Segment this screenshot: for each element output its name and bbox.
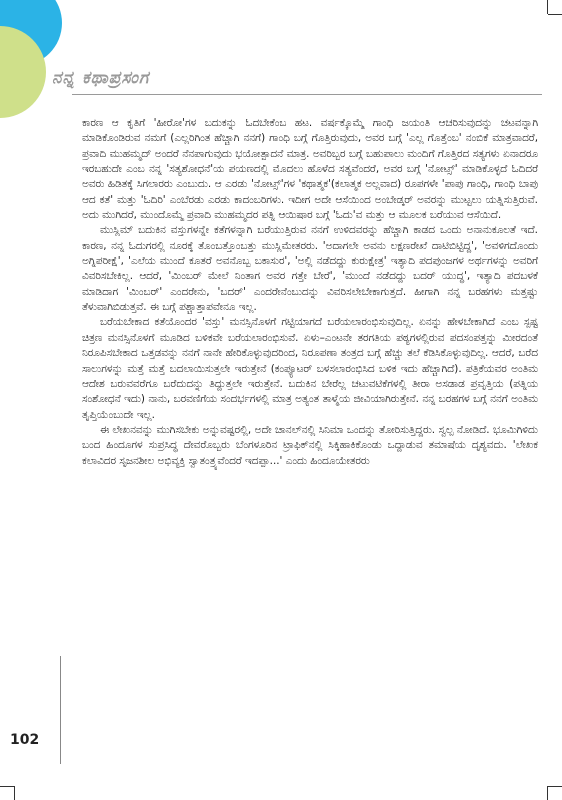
- paragraph-2: ಮುಸ್ಲಿಮ್ ಬದುಕಿನ ವಸ್ತುಗಳನ್ನೇ ಕತೆಗಳನ್ನಾಗಿ ಬರೆಯುತ್ತಿರುವ ನನಗೆ ಉಳಿದವರನ್ನು ಹೆಚ್ಚಾಗಿ ಕಾಡದ ಒಂದು ಅನಾನುಕೂಲತೆ ಇದೆ. ಕಾರಣ, ನನ್ನ ಓದುಗರಲ್ಲಿ ನೂರಕ್ಕೆ ತೊಂಬತ್ತೊಂಬತ್ತು ಮುಸ್ಲಿಮೇತರರು. 'ಅದಾಗಲೇ ಅವನು ಲಕ್ಷಣರೇಖೆ ದಾಟಿಬಿಟ್ಟಿದ್ದ', 'ಅವಳಿಗದೊಂದು ಅಗ್ನಿಪರೀಕ್ಷೆ', 'ಎಲೆಯ ಮುಂದೆ ಕೂತರೆ ಅವನೊಬ್ಬ ಬಕಾಸುರ', 'ಅಲ್ಲಿ ನಡೆದದ್ದು ಕುರುಕ್ಷೇತ್ರ' ಇತ್ಯಾದಿ ಪದಪುಂಜಗಳ ಅರ್ಥಗಳನ್ನು ಅವರಿಗೆ ವಿವರಿಸಬೇಕಿಲ್ಲ. ಆದರೆ, 'ಮಿಂಬರ್ ಮೇಲೆ ನಿಂತಾಗ ಅವರ ಗತ್ತೇ ಬೇರೆ', 'ಮುಂದೆ ನಡೆದದ್ದು ಬದರ್ ಯುದ್ಧ', ಇತ್ಯಾದಿ ಪದಬಳಕೆ ಮಾಡಿದಾಗ 'ಮಿಂಬರ್' ಎಂದರೇನು, 'ಬದರ್' ಎಂದರೇನೆಂಬುದನ್ನು ವಿವರಿಸಲೇಬೇಕಾಗುತ್ತದೆ. ಹೀಗಾಗಿ ನನ್ನ ಬರಹಗಳು ಮತ್ತಷ್ಟು ತೆಳುವಾಗಿಬಿಡುತ್ತವೆ. ಈ ಬಗ್ಗೆ ಪಶ್ಚಾತ್ತಾಪವೇನೂ ಇಲ್ಲ.: [82, 224, 538, 314]
- paragraph-4: ಈ ಲೇಖನವನ್ನು ಮುಗಿಸಬೇಕು ಅನ್ನುವಷ್ಟರಲ್ಲಿ, ಅದೇ ಚಾನಲ್‌ನಲ್ಲಿ ಸಿನಿಮಾ ಒಂದನ್ನು ತೋರಿಸುತ್ತಿದ್ದರು. ಸ್ವಲ್ಪ ನೋಡಿದೆ. ಭೂಮಿಗಿಳಿದು ಬಂದ ಹಿಂದೂಗಳ ಸುಪ್ರಸಿದ್ಧ ದೇವರೊಬ್ಬರು ಬೆಂಗಳೂರಿನ ಟ್ರಾಫಿಕ್‌ನಲ್ಲಿ ಸಿಕ್ಕಿಹಾಕಿಕೊಂಡು ಒದ್ದಾಡುವ ತಮಾಷೆಯ ದೃಶ್ಯವದು. 'ಲೇಖಕ ಕಲಾವಿದರ ಸೃಜನಶೀಲ ಅಭಿವ್ಯಕ್ತಿ ಸ್ವಾತಂತ್ರ್ಯವೆಂದರೆ ಇದಪ್ಪಾ...' ಎಂದು ಹಿಂದೂಯೇತರರು: [82, 423, 538, 467]
- paragraph-1: ಕಾರಣ ಆ ಕೃತಿಗೆ 'ಹೀರೋ'ಗಳ ಬದುಕನ್ನು ಓದಬೇಕೆಂಬ ಹಟ. ವರ್ಷಕ್ಕೊಮ್ಮೆ ಗಾಂಧಿ ಜಯಂತಿ ಆಚರಿಸುವುದನ್ನು ಚಟವನ್ನಾಗಿ ಮಾಡಿಕೊಂಡಿರುವ ನಮಗೆ (ಎಲ್ಲರಿಗಿಂತ ಹೆಚ್ಚಾಗಿ ನನಗೆ) ಗಾಂಧಿ ಬಗ್ಗೆ ಗೊತ್ತಿರುವುದು, ಅವರ ಬಗ್ಗೆ 'ಎಲ್ಲ ಗೊತ್ತೆಂಬ' ನಂಬಿಕೆ ಮಾತ್ರವಾದರೆ, ಪ್ರವಾದಿ ಮುಹಮ್ಮದ್ ಅಂದರೆ ನೆನಪಾಗುವುದು ಭಯೋತ್ಪಾದನೆ ಮಾತ್ರ. ಅವರಿಬ್ಬರ ಬಗ್ಗೆ ಬಹುಪಾಲು ಮಂದಿಗೆ ಗೊತ್ತಿರದ ಸತ್ಯಗಳು ಏನಾದರೂ ಇರಬಹುದೇ ಎಂಬ ನನ್ನ 'ಸತ್ಯಶೋಧನೆ'ಯ ಪಯಣದಲ್ಲಿ ಮೊದಲು ಹೊಳೆದ ಸತ್ಯವೆಂದರೆ, ಅವರ ಬಗ್ಗೆ 'ನೋಟ್ಸ್' ಮಾಡಿಕೊಳ್ಳದೆ ಓದಿದರೆ ಅವರು ಹಿಡಿತಕ್ಕೆ ಸಿಗಲಾರರು ಎಂಬುದು. ಆ ಎರಡು 'ನೋಟ್ಸ್'ಗಳ 'ಕಥಾತ್ಮಕ'(ಕಲಾತ್ಮಕ ಅಲ್ಲವಾದ) ರೂಪಗಳೇ 'ಪಾಪು ಗಾಂಧಿ, ಗಾಂಧಿ ಬಾಪು ಆದ ಕತೆ' ಮತ್ತು 'ಓದಿರಿ' ಎಂಬೆರಡು ಎರಡು ಕಾದಂಬರಿಗಳು. ಇದೀಗ ಅದೇ ಆಸೆಯಿಂದ ಅಂಬೇಡ್ಕರ್ ಅವರನ್ನು ಮುಟ್ಟಲು ಯತ್ನಿಸುತ್ತಿರುವೆ. ಅದು ಮುಗಿದರೆ, ಮುಂದೊಮ್ಮೆ ಪ್ರವಾದಿ ಮುಹಮ್ಮದರ ಪತ್ನಿ ಆಯಿಷಾರ ಬಗ್ಗೆ 'ಓದು'ವ ಮತ್ತು ಆ ಮೂಲಕ ಬರೆಯುವ ಆಸೆಯಿದೆ.: [82, 117, 539, 222]
- crop-mark-bottom-right-h: [548, 786, 562, 787]
- crop-mark-bottom-right-v: [547, 786, 548, 800]
- margin-rule: [60, 656, 61, 764]
- crop-mark-top-right-h: [548, 14, 562, 15]
- paragraph-3: ಬರೆಯಬೇಕಾದ ಕತೆಯೊಂದರ 'ವಸ್ತು' ಮನಸ್ಸಿನೊಳಗೆ ಗಟ್ಟಿಯಾಗದೆ ಬರೆಯಲಾರಂಭಿಸುವುದಿಲ್ಲ. ಏನನ್ನು ಹೇಳಬೇಕಾಗಿದೆ ಎಂಬ ಸ್ಪಷ್ಟ ಚಿತ್ರಣ ಮನಸ್ಸಿನೊಳಗೆ ಮೂಡಿದ ಬಳಿಕವೇ ಬರೆಯಲಾರಂಭಿಸುವೆ. ಏಳು–ಎಂಟನೇ ತರಗತಿಯ ಪಠ್ಯಗಳಲ್ಲಿರುವ ಪದಸಂಪತ್ತನ್ನು ಮೀರದಂತೆ ನಿರೂಪಿಸಬೇಕಾದ ಒತ್ತಡವನ್ನು ನನಗೆ ನಾನೇ ಹೇರಿಕೊಳ್ಳುವುದರಿಂದ, ನಿರೂಪಣಾ ತಂತ್ರದ ಬಗ್ಗೆ ಹೆಚ್ಚು ತಲೆ ಕೆಡಿಸಿಕೊಳ್ಳುವುದಿಲ್ಲ. ಆದರೆ, ಬರೆದ ಸಾಲುಗಳನ್ನು ಮತ್ತೆ ಮತ್ತೆ ಬದಲಾಯಿಸುತ್ತಲೇ ಇರುತ್ತೇನೆ (ಕಂಪ್ಯೂಟರ್ ಬಳಸಲಾರಂಭಿಸಿದ ಬಳಿಕ ಇದು ಹೆಚ್ಚಾಗಿದೆ). ಪತ್ರಿಕೆಯವರ ಅಂತಿಮ ಆದೇಶ ಬರುವವರೆಗೂ ಬರೆದುದನ್ನು ತಿದ್ದುತ್ತಲೇ ಇರುತ್ತೇನೆ. ಬದುಕಿನ ಬೇರೆಲ್ಲ ಚಟುವಟಿಕೆಗಳಲ್ಲಿ ತೀರಾ ಅಸಡಾಡ ಪ್ರವೃತ್ತಿಯ (ಪತ್ನಿಯ ಸಂಶೋಧನೆ ಇದು) ನಾನು, ಬರವಣಿಗೆಯ ಸಂದರ್ಭಗಳಲ್ಲಿ ಮಾತ್ರ ಅತ್ಯಂತ ತಾಳ್ಮೆಯ ಜೀವಿಯಾಗಿರುತ್ತೇನೆ. ನನ್ನ ಬರಹಗಳ ಬಗ್ಗೆ ನನಗೆ ಅಂತಿಮ ತೃಪ್ತಿಯೆಂಬುದೇ ಇಲ್ಲ.: [82, 316, 538, 421]
- page-number: 102: [10, 732, 40, 748]
- header-rule: [72, 94, 542, 95]
- crop-mark-bottom-left-h: [0, 786, 14, 787]
- crop-mark-top-right-v: [547, 0, 548, 14]
- body-text: [82, 116, 538, 469]
- running-header-title: ನನ್ನ ಕಥಾಪ್ರಸಂಗ: [52, 68, 150, 88]
- crop-mark-bottom-left-v: [14, 786, 15, 800]
